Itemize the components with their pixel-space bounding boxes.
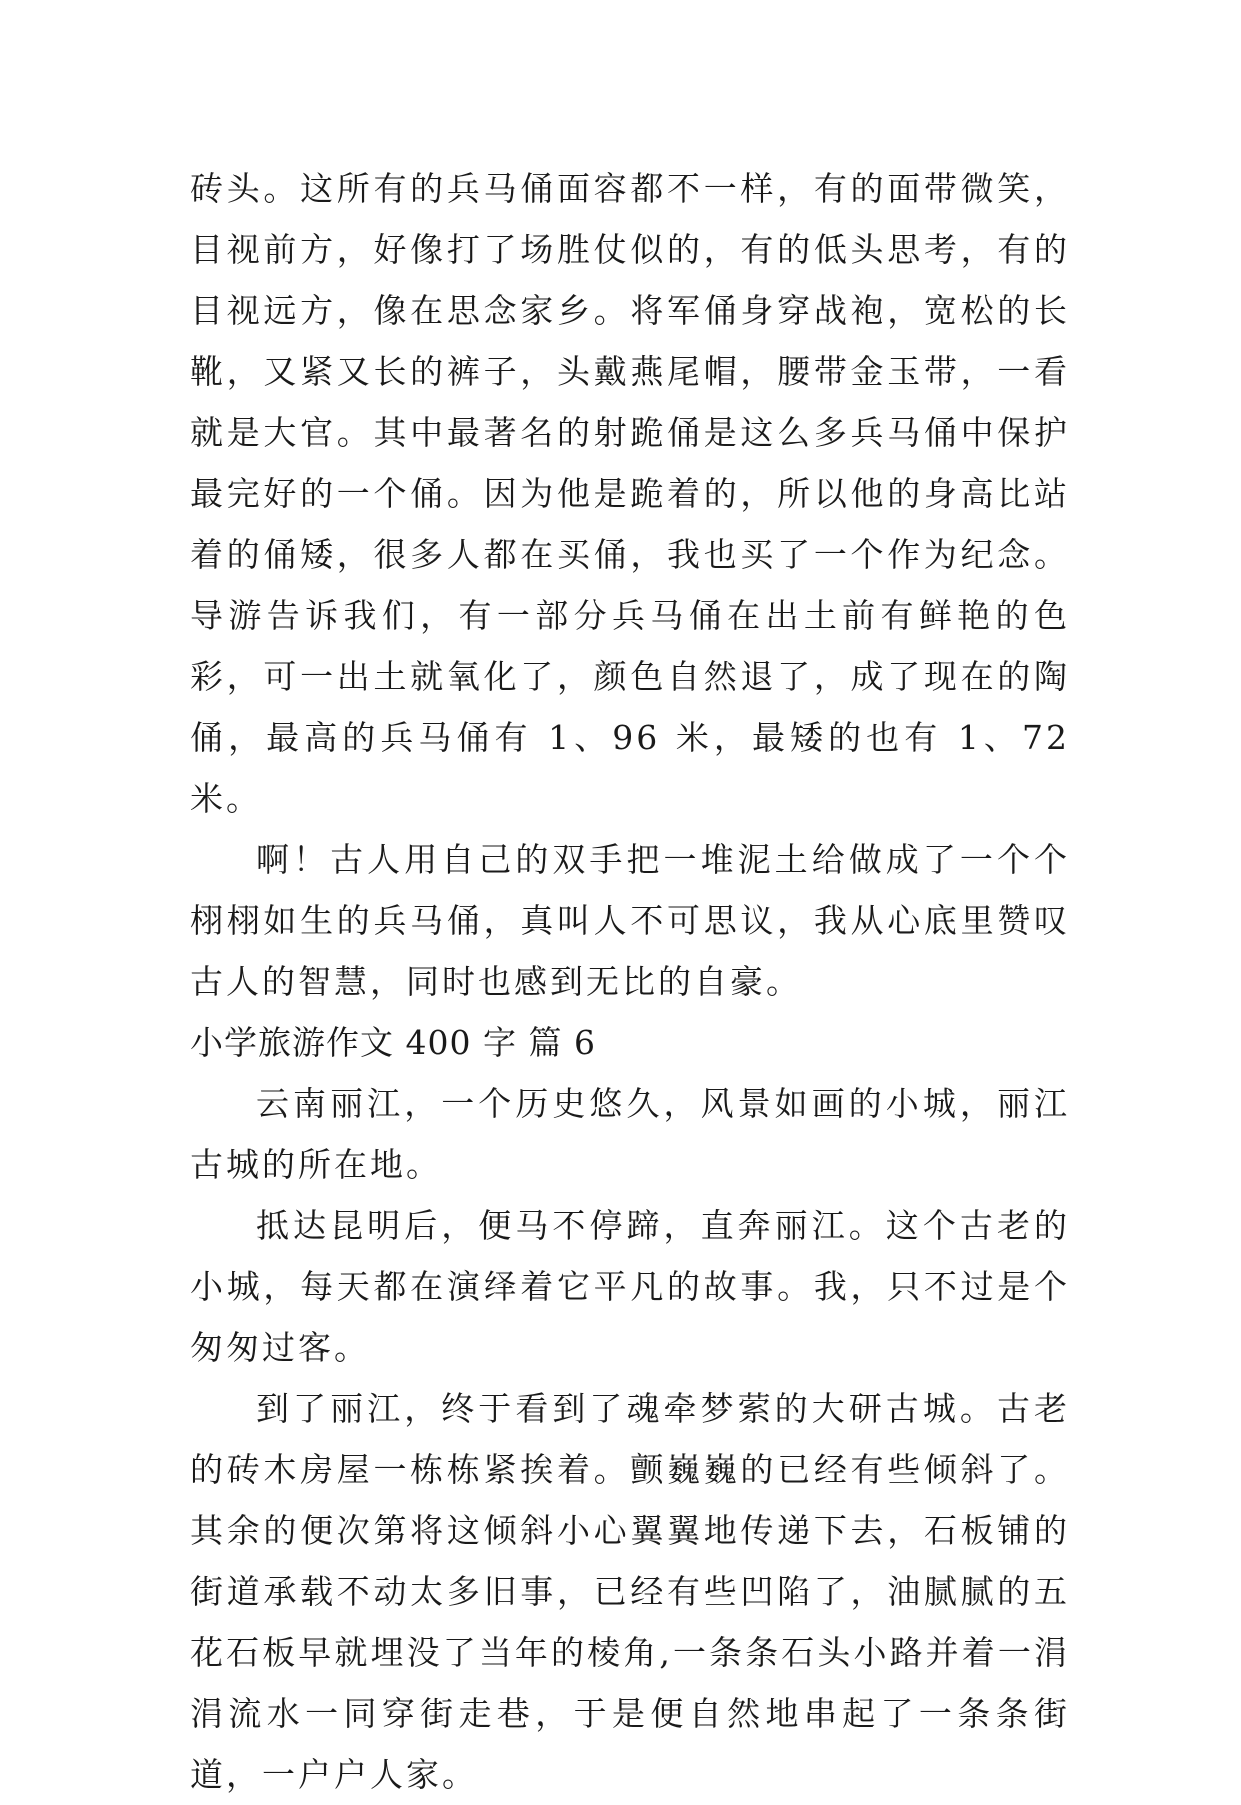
document-body bbox=[190, 158, 1070, 1805]
paragraph-terracotta-conclusion: 啊！古人用自己的双手把一堆泥土给做成了一个个栩栩如生的兵马俑，真叫人不可思议，我从心底里赞叹古人的智慧，同时也感到无比的自豪。 bbox=[190, 840, 1070, 1001]
paragraph-lijiang-arrival: 抵达昆明后，便马不停蹄，直奔丽江。这个古老的小城，每天都在演绎着它平凡的故事。我，只不过是个匆匆过客。 bbox=[190, 1206, 1070, 1367]
paragraph-terracotta-description: 砖头。这所有的兵马俑面容都不一样，有的面带微笑，目视前方，好像打了场胜仗似的，有的低头思考，有的目视远方，像在思念家乡。将军俑身穿战袍，宽松的长靴，又紧又长的裤子，头戴燕尾帽，腰带金玉带，一看就是大官。其中最著名的射跪俑是这么多兵马俑中保护最完好的一个俑。因为他是跪着的，所以他的身高比站着的俑矮，很多人都在买俑，我也买了一个作为纪念。导游告诉我们，有一部分兵马俑在出土前有鲜艳的色彩，可一出土就氧化了，颜色自然退了，成了现在的陶俑，最高的兵马俑有 1、96 米，最矮的也有 1、72 米。 bbox=[190, 169, 1070, 818]
paragraph-lijiang-intro: 云南丽江，一个历史悠久，风景如画的小城，丽江古城的所在地。 bbox=[190, 1084, 1070, 1184]
section-heading: 小学旅游作文 400 字 篇 6 bbox=[190, 1023, 596, 1062]
paragraph-lijiang-oldtown: 到了丽江，终于看到了魂牵梦萦的大研古城。古老的砖木房屋一栋栋紧挨着。颤巍巍的已经有些倾斜了。其余的便次第将这倾斜小心翼翼地传递下去，石板铺的街道承载不动太多旧事，已经有些凹陷了，油腻腻的五花石板早就埋没了当年的棱角,一条条石头小路并着一涓涓流水一同穿街走巷，于是便自然地串起了一条条街道，一户户人家。 bbox=[190, 1389, 1070, 1794]
